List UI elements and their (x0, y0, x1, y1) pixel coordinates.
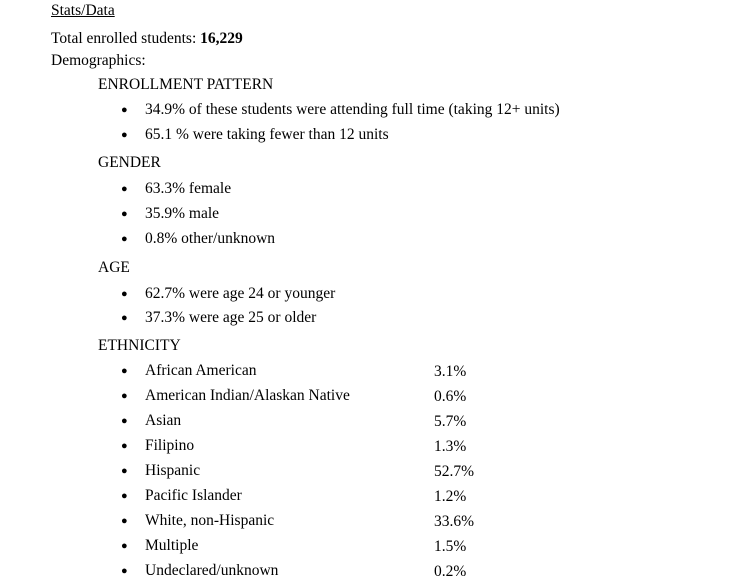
bullet-icon: ● (121, 540, 128, 552)
ethnicity-heading: ETHNICITY (98, 337, 181, 354)
total-enrolled-value: 16,229 (200, 30, 243, 47)
ethnicity-label: Asian (145, 412, 182, 429)
enrollment-item: 34.9% of these students were attending full time (taking 12+ units) (145, 101, 560, 118)
bullet-icon: ● (121, 183, 128, 195)
ethnicity-label: American Indian/Alaskan Native (145, 387, 350, 404)
bullet-icon: ● (121, 104, 128, 116)
bullet-icon: ● (121, 390, 128, 402)
ethnicity-pct: 33.6% (434, 513, 475, 530)
bullet-icon: ● (121, 465, 128, 477)
ethnicity-pct: 1.5% (434, 538, 467, 555)
gender-heading: GENDER (98, 154, 161, 171)
gender-item: 0.8% other/unknown (145, 230, 276, 247)
ethnicity-label: Undeclared/unknown (145, 562, 279, 579)
bullet-icon: ● (121, 440, 128, 452)
ethnicity-label: Multiple (145, 537, 199, 554)
bullet-icon: ● (121, 129, 128, 141)
bullet-icon: ● (121, 288, 128, 300)
bullet-icon: ● (121, 208, 128, 220)
ethnicity-pct: 5.7% (434, 413, 467, 430)
bullet-icon: ● (121, 515, 128, 527)
age-item: 62.7% were age 24 or younger (145, 285, 336, 302)
total-enrolled (51, 30, 243, 48)
ethnicity-label: Pacific Islander (145, 487, 242, 504)
page-title[interactable]: Stats/Data (51, 2, 115, 19)
ethnicity-pct: 0.6% (434, 388, 467, 405)
ethnicity-pct: 1.2% (434, 488, 467, 505)
age-item: 37.3% were age 25 or older (145, 309, 317, 326)
total-enrolled-label: Total enrolled students: (51, 30, 197, 47)
enrollment-heading: ENROLLMENT PATTERN (98, 76, 274, 93)
ethnicity-pct: 3.1% (434, 363, 467, 380)
demographics-label: Demographics: (51, 52, 146, 69)
bullet-icon: ● (121, 233, 128, 245)
ethnicity-label: White, non-Hispanic (145, 512, 275, 529)
age-heading: AGE (98, 259, 130, 276)
gender-item: 35.9% male (145, 205, 220, 222)
ethnicity-label: Filipino (145, 437, 195, 454)
bullet-icon: ● (121, 565, 128, 577)
ethnicity-pct: 52.7% (434, 463, 475, 480)
ethnicity-label: Hispanic (145, 462, 201, 479)
ethnicity-pct: 1.3% (434, 438, 467, 455)
bullet-icon: ● (121, 415, 128, 427)
bullet-icon: ● (121, 490, 128, 502)
bullet-icon: ● (121, 312, 128, 324)
enrollment-item: 65.1 % were taking fewer than 12 units (145, 126, 389, 143)
gender-item: 63.3% female (145, 180, 232, 197)
bullet-icon: ● (121, 365, 128, 377)
ethnicity-label: African American (145, 362, 257, 379)
ethnicity-pct: 0.2% (434, 563, 467, 580)
